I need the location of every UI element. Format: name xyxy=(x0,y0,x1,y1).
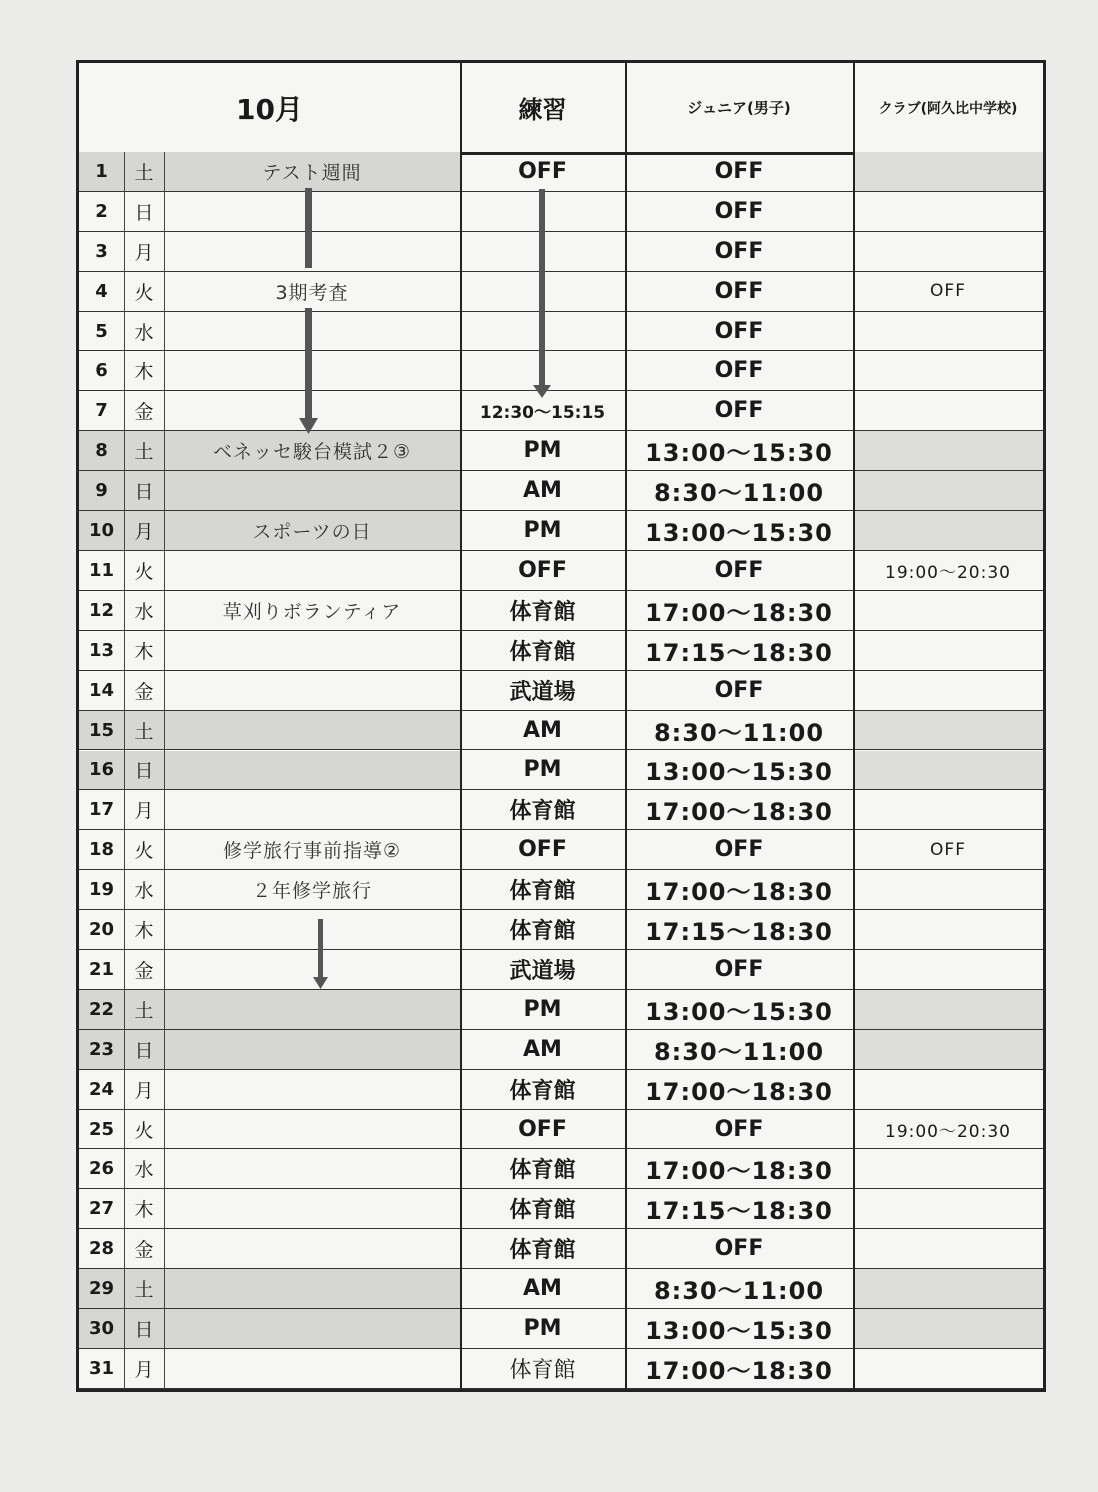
day-number: 17 xyxy=(88,799,115,821)
weekday: 土 xyxy=(124,1269,164,1308)
event-cell: スポーツの日 xyxy=(164,511,460,550)
column-divider xyxy=(124,152,125,1389)
table-row xyxy=(79,391,1043,431)
day-number: 19 xyxy=(88,879,115,901)
club-cell xyxy=(853,1030,1043,1069)
practice-cell: PM xyxy=(523,757,562,783)
table-row xyxy=(79,1309,1043,1349)
club-header: クラブ(阿久比中学校) xyxy=(878,100,1018,117)
table-row xyxy=(79,352,1043,392)
weekday: 月 xyxy=(134,1079,154,1102)
club-cell xyxy=(853,790,1043,829)
practice-cell: 体育館 xyxy=(509,919,576,945)
practice-cell: 体育館 xyxy=(509,879,576,905)
practice-cell: OFF xyxy=(518,158,567,184)
club-cell xyxy=(853,870,1043,909)
table-row xyxy=(79,591,1043,631)
weekday: 火 xyxy=(134,281,154,304)
event-cell xyxy=(164,790,460,829)
event-cell xyxy=(164,471,460,510)
day-number: 12 xyxy=(88,599,115,621)
table-row xyxy=(79,551,1043,591)
junior-cell: 17:00～18:30 xyxy=(645,798,833,827)
down-arrow-icon xyxy=(311,919,331,991)
table-row xyxy=(79,1110,1043,1150)
junior-cell: OFF xyxy=(714,158,764,184)
event-cell: ２年修学旅行 xyxy=(251,880,372,903)
weekday: 木 xyxy=(134,361,154,384)
junior-cell: OFF xyxy=(714,318,764,344)
practice-cell: OFF xyxy=(518,1116,567,1142)
club-cell xyxy=(853,1150,1043,1189)
weekday: 金 xyxy=(134,1239,154,1262)
event-cell xyxy=(164,1189,460,1228)
practice-cell: 体育館 xyxy=(509,599,576,625)
day-number: 21 xyxy=(88,958,115,980)
junior-cell: OFF xyxy=(714,1236,764,1262)
table-row xyxy=(79,1070,1043,1110)
junior-cell: OFF xyxy=(714,956,764,982)
day-number: 11 xyxy=(88,559,115,581)
weekday: 日 xyxy=(124,471,164,510)
event-cell xyxy=(164,990,460,1029)
club-cell xyxy=(853,591,1043,630)
club-cell xyxy=(853,391,1043,430)
weekday: 金 xyxy=(134,959,154,982)
day-number: 7 xyxy=(95,400,108,422)
weekday: 水 xyxy=(134,600,154,623)
day-number: 3 xyxy=(95,240,108,262)
event-cell: 修学旅行事前指導② xyxy=(222,840,402,863)
practice-cell: 体育館 xyxy=(509,1198,576,1224)
club-cell xyxy=(853,990,1043,1029)
table-row xyxy=(79,511,1043,551)
day-number: 2 xyxy=(95,200,108,222)
day-number: 15 xyxy=(79,711,124,750)
event-cell: 草刈りボランティア xyxy=(222,600,402,623)
club-cell xyxy=(853,352,1043,391)
table-row xyxy=(79,1150,1043,1190)
weekday: 金 xyxy=(134,401,154,424)
event-cell xyxy=(164,1070,460,1109)
club-cell: 19:00～20:30 xyxy=(885,1121,1011,1142)
weekday: 水 xyxy=(134,880,154,903)
club-cell: OFF xyxy=(930,281,966,302)
club-cell xyxy=(853,511,1043,550)
club-cell xyxy=(853,1349,1043,1388)
event-cell xyxy=(164,1229,460,1268)
weekday: 土 xyxy=(124,431,164,470)
weekday: 水 xyxy=(134,1159,154,1182)
weekday: 日 xyxy=(124,1309,164,1348)
day-number: 22 xyxy=(79,990,124,1029)
event-cell xyxy=(164,1150,460,1189)
weekday: 金 xyxy=(134,680,154,703)
event-cell xyxy=(164,1349,460,1388)
practice-cell: AM xyxy=(523,717,562,743)
table-row xyxy=(79,870,1043,910)
day-number: 4 xyxy=(95,280,108,302)
table-row xyxy=(79,1030,1043,1070)
practice-cell: AM xyxy=(523,1276,562,1302)
weekday: 月 xyxy=(134,241,154,264)
event-cell: テスト週間 xyxy=(164,152,460,191)
junior-cell: 13:00～15:30 xyxy=(645,439,833,468)
event-cell xyxy=(164,551,460,590)
club-cell: 19:00～20:30 xyxy=(885,562,1011,583)
table-row xyxy=(79,192,1043,232)
weekday: 月 xyxy=(134,800,154,823)
table-row xyxy=(79,830,1043,870)
junior-cell: 17:00～18:30 xyxy=(645,1157,833,1186)
club-cell xyxy=(853,1189,1043,1228)
table-row xyxy=(79,631,1043,671)
junior-cell: 17:15～18:30 xyxy=(645,638,833,667)
club-cell xyxy=(853,950,1043,989)
club-cell xyxy=(853,711,1043,750)
practice-cell: PM xyxy=(523,1316,562,1342)
club-cell xyxy=(853,471,1043,510)
day-number: 5 xyxy=(95,320,108,342)
weekday: 水 xyxy=(134,321,154,344)
event-cell: 3期考査 xyxy=(275,281,349,304)
practice-cell: 体育館 xyxy=(509,1357,576,1383)
weekday: 月 xyxy=(124,511,164,550)
club-cell xyxy=(853,1269,1043,1308)
table-row xyxy=(79,471,1043,511)
schedule-table xyxy=(76,60,1046,1392)
club-cell xyxy=(853,1070,1043,1109)
table-row xyxy=(79,1269,1043,1309)
table-row xyxy=(79,671,1043,711)
day-number: 10 xyxy=(79,511,124,550)
table-row xyxy=(79,1349,1043,1389)
junior-cell: 8:30～11:00 xyxy=(653,1037,825,1066)
column-divider xyxy=(853,63,855,1389)
club-cell xyxy=(853,1309,1043,1348)
junior-cell: OFF xyxy=(714,398,764,424)
weekday: 土 xyxy=(124,152,164,191)
practice-cell: 体育館 xyxy=(509,799,576,825)
club-cell xyxy=(853,1229,1043,1268)
table-row xyxy=(79,751,1043,791)
practice-cell: 体育館 xyxy=(509,1158,576,1184)
month-header: 10月 xyxy=(236,92,303,126)
junior-cell: 13:00～15:30 xyxy=(645,519,833,548)
table-row xyxy=(79,910,1043,950)
table-row xyxy=(79,711,1043,751)
junior-cell: OFF xyxy=(714,238,764,264)
practice-cell: 体育館 xyxy=(509,1078,576,1104)
day-number: 29 xyxy=(79,1269,124,1308)
club-cell xyxy=(853,192,1043,231)
practice-cell: AM xyxy=(523,1036,562,1062)
practice-cell: 体育館 xyxy=(509,639,576,665)
club-cell xyxy=(853,631,1043,670)
event-cell xyxy=(164,711,460,750)
day-number: 6 xyxy=(95,360,108,382)
weekday: 土 xyxy=(124,990,164,1029)
club-cell xyxy=(853,232,1043,271)
practice-cell: PM xyxy=(523,438,562,464)
practice-cell: PM xyxy=(523,996,562,1022)
weekday: 月 xyxy=(134,1358,154,1381)
practice-cell: 武道場 xyxy=(509,679,576,705)
junior-cell: 13:00～15:30 xyxy=(645,758,833,787)
table-header xyxy=(79,63,1043,155)
day-number: 1 xyxy=(79,152,124,191)
day-number: 30 xyxy=(79,1309,124,1348)
junior-cell: 17:00～18:30 xyxy=(645,1077,833,1106)
event-cell xyxy=(164,1110,460,1149)
table-row xyxy=(79,950,1043,990)
junior-cell: 17:15～18:30 xyxy=(645,1197,833,1226)
junior-cell: OFF xyxy=(714,278,764,304)
day-number: 31 xyxy=(88,1357,115,1379)
weekday: 木 xyxy=(134,640,154,663)
weekday: 火 xyxy=(134,560,154,583)
day-number: 13 xyxy=(88,639,115,661)
weekday: 日 xyxy=(134,201,154,224)
table-row xyxy=(79,431,1043,471)
junior-cell: OFF xyxy=(714,1116,764,1142)
junior-cell: 17:00～18:30 xyxy=(645,878,833,907)
day-number: 24 xyxy=(88,1078,115,1100)
event-cell: ベネッセ駿台模試２③ xyxy=(164,431,460,470)
weekday: 木 xyxy=(134,920,154,943)
junior-cell: 13:00～15:30 xyxy=(645,997,833,1026)
column-divider xyxy=(460,63,462,1389)
event-cell xyxy=(164,671,460,710)
day-number: 9 xyxy=(79,471,124,510)
club-cell xyxy=(853,312,1043,351)
junior-cell: OFF xyxy=(714,198,764,224)
club-cell: OFF xyxy=(930,839,966,860)
column-divider xyxy=(164,152,165,1389)
column-divider xyxy=(625,63,627,1389)
junior-cell: 8:30～11:00 xyxy=(653,718,825,747)
day-number: 27 xyxy=(88,1198,115,1220)
day-number: 16 xyxy=(79,751,124,790)
club-cell xyxy=(853,431,1043,470)
day-number: 23 xyxy=(79,1030,124,1069)
practice-header: 練習 xyxy=(518,96,567,124)
event-cell xyxy=(164,1030,460,1069)
table-row xyxy=(79,1189,1043,1229)
junior-cell: OFF xyxy=(714,837,764,863)
practice-cell: PM xyxy=(523,518,562,544)
day-number: 28 xyxy=(88,1238,115,1260)
junior-cell: OFF xyxy=(714,358,764,384)
junior-cell: 17:00～18:30 xyxy=(645,1356,833,1385)
practice-cell: OFF xyxy=(518,837,567,863)
down-arrow-icon xyxy=(531,189,553,401)
event-cell xyxy=(164,751,460,790)
weekday: 火 xyxy=(134,840,154,863)
club-cell xyxy=(853,910,1043,949)
table-row xyxy=(79,272,1043,312)
day-number: 26 xyxy=(88,1158,115,1180)
practice-cell: OFF xyxy=(518,557,567,583)
weekday: 木 xyxy=(134,1199,154,1222)
event-cell xyxy=(164,1309,460,1348)
junior-cell: 17:00～18:30 xyxy=(645,598,833,627)
junior-cell: 13:00～15:30 xyxy=(645,1317,833,1346)
practice-cell: 武道場 xyxy=(509,958,576,984)
practice-cell: AM xyxy=(523,478,562,504)
day-number: 8 xyxy=(79,431,124,470)
weekday: 土 xyxy=(124,711,164,750)
day-number: 18 xyxy=(88,839,115,861)
weekday: 日 xyxy=(124,751,164,790)
day-number: 25 xyxy=(88,1118,115,1140)
event-cell xyxy=(164,631,460,670)
junior-header: ジュニア(男子) xyxy=(687,99,791,117)
junior-cell: 17:15～18:30 xyxy=(645,918,833,947)
event-cell xyxy=(164,1269,460,1308)
table-row xyxy=(79,790,1043,830)
table-row xyxy=(79,990,1043,1030)
down-arrow-icon xyxy=(297,188,321,438)
table-row xyxy=(79,312,1043,352)
day-number: 14 xyxy=(88,679,115,701)
table-row xyxy=(79,232,1043,272)
table-row xyxy=(79,1229,1043,1269)
weekday: 火 xyxy=(134,1119,154,1142)
day-number: 20 xyxy=(88,919,115,941)
junior-cell: OFF xyxy=(714,677,764,703)
table-row xyxy=(79,152,1043,192)
junior-cell: 8:30～11:00 xyxy=(653,1277,825,1306)
junior-cell: OFF xyxy=(714,557,764,583)
practice-cell: 12:30～15:15 xyxy=(479,403,606,424)
club-cell xyxy=(853,751,1043,790)
practice-cell: 体育館 xyxy=(509,1238,576,1264)
club-cell xyxy=(853,671,1043,710)
junior-cell: 8:30～11:00 xyxy=(653,479,825,508)
weekday: 日 xyxy=(124,1030,164,1069)
club-cell xyxy=(853,152,1043,191)
